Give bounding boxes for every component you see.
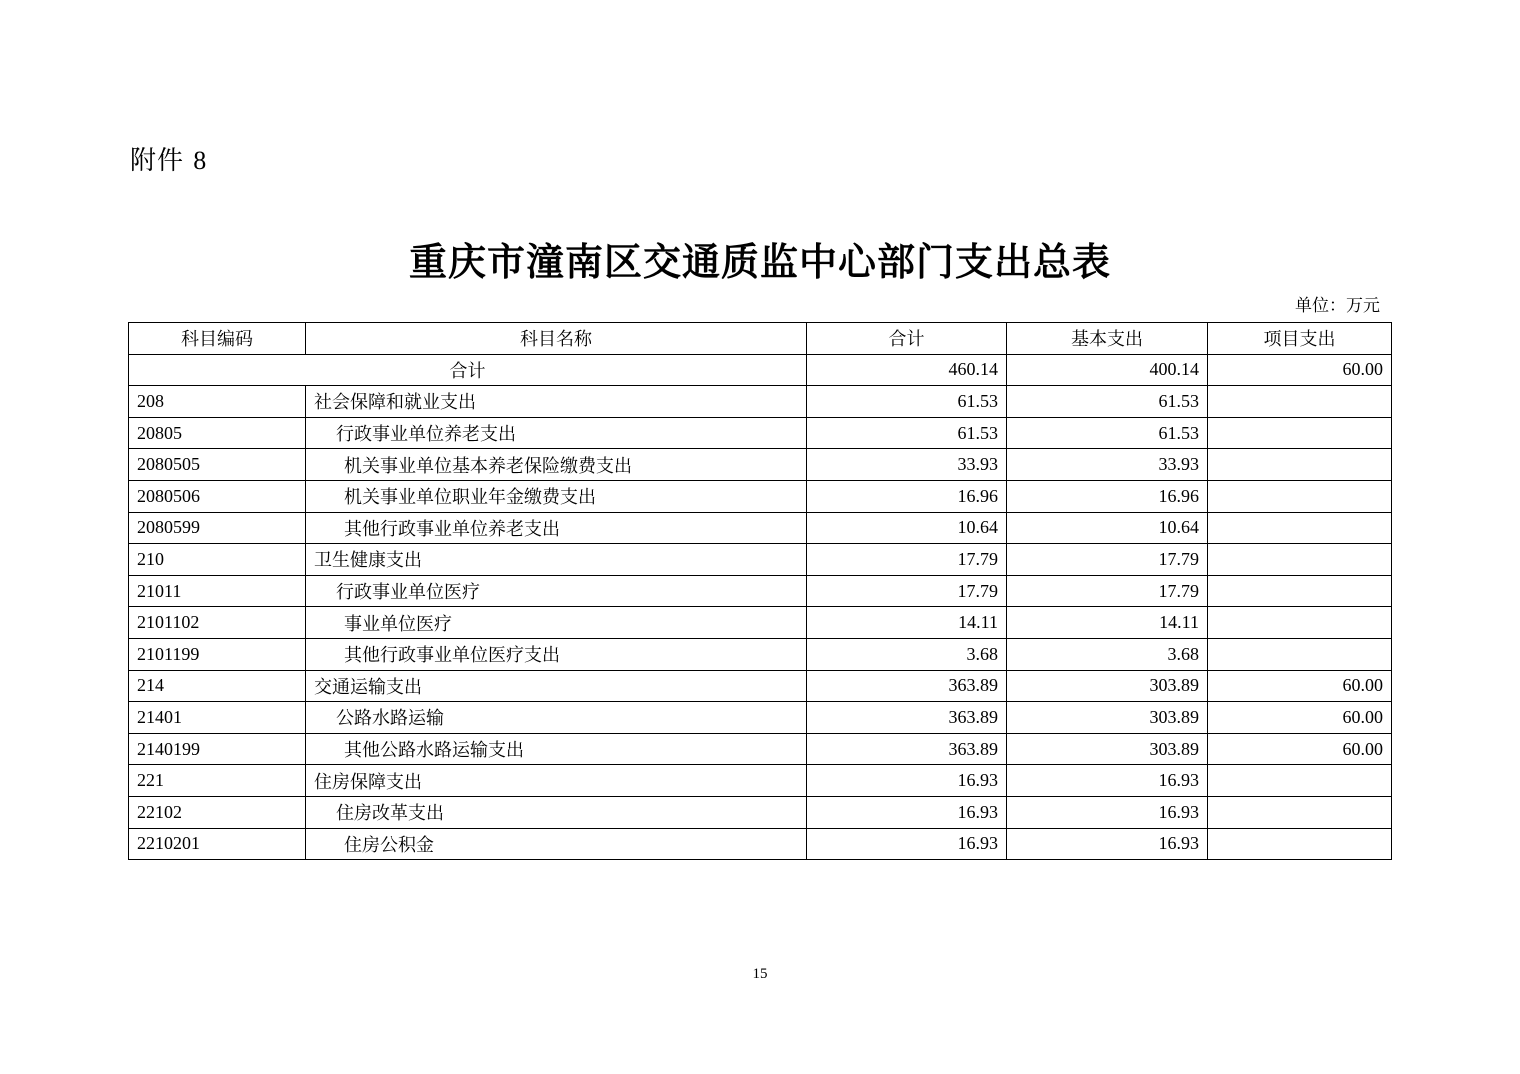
row-basic: 14.11 <box>1007 607 1208 639</box>
row-project <box>1208 480 1392 512</box>
row-basic: 17.79 <box>1007 544 1208 576</box>
row-basic: 16.93 <box>1007 828 1208 860</box>
table-row <box>129 765 1392 797</box>
row-basic: 16.93 <box>1007 765 1208 797</box>
total-project: 60.00 <box>1208 354 1392 386</box>
row-name: 行政事业单位养老支出 <box>306 417 807 449</box>
row-project <box>1208 386 1392 418</box>
table-row <box>129 544 1392 576</box>
row-name: 机关事业单位职业年金缴费支出 <box>306 480 807 512</box>
table-row <box>129 480 1392 512</box>
total-basic: 400.14 <box>1007 354 1208 386</box>
attachment-label <box>130 143 207 179</box>
row-name: 社会保障和就业支出 <box>306 386 807 418</box>
row-sum: 17.79 <box>807 575 1007 607</box>
row-code: 21401 <box>129 702 306 734</box>
row-sum: 10.64 <box>807 512 1007 544</box>
row-basic: 16.96 <box>1007 480 1208 512</box>
table-row <box>129 638 1392 670</box>
row-project <box>1208 828 1392 860</box>
row-code: 2210201 <box>129 828 306 860</box>
row-code: 221 <box>129 765 306 797</box>
row-code: 214 <box>129 670 306 702</box>
row-code: 2101199 <box>129 638 306 670</box>
row-code: 22102 <box>129 796 306 828</box>
row-name: 住房改革支出 <box>306 796 807 828</box>
row-sum: 17.79 <box>807 544 1007 576</box>
row-project <box>1208 796 1392 828</box>
row-sum: 61.53 <box>807 417 1007 449</box>
row-code: 20805 <box>129 417 306 449</box>
table-row <box>129 670 1392 702</box>
table-row <box>129 575 1392 607</box>
row-name: 行政事业单位医疗 <box>306 575 807 607</box>
row-name: 公路水路运输 <box>306 702 807 734</box>
header-row <box>129 323 1392 355</box>
row-sum: 3.68 <box>807 638 1007 670</box>
row-basic: 61.53 <box>1007 386 1208 418</box>
table-row <box>129 702 1392 734</box>
row-basic: 16.93 <box>1007 796 1208 828</box>
page-number: 15 <box>752 966 768 982</box>
row-project: 60.00 <box>1208 670 1392 702</box>
row-project <box>1208 575 1392 607</box>
row-basic: 10.64 <box>1007 512 1208 544</box>
row-code: 2080506 <box>129 480 306 512</box>
row-sum: 33.93 <box>807 449 1007 481</box>
row-name: 住房公积金 <box>306 828 807 860</box>
total-row <box>129 354 1392 386</box>
row-basic: 303.89 <box>1007 733 1208 765</box>
row-basic: 61.53 <box>1007 417 1208 449</box>
attachment-number: 8 <box>193 146 208 175</box>
row-sum: 16.93 <box>807 828 1007 860</box>
row-sum: 363.89 <box>807 702 1007 734</box>
total-sum: 460.14 <box>807 354 1007 386</box>
row-project <box>1208 449 1392 481</box>
row-code: 2080505 <box>129 449 306 481</box>
row-project <box>1208 544 1392 576</box>
header-name: 科目名称 <box>306 323 807 355</box>
row-name: 交通运输支出 <box>306 670 807 702</box>
row-project: 60.00 <box>1208 702 1392 734</box>
row-name: 卫生健康支出 <box>306 544 807 576</box>
row-basic: 3.68 <box>1007 638 1208 670</box>
table-row <box>129 386 1392 418</box>
table-row <box>129 607 1392 639</box>
row-code: 208 <box>129 386 306 418</box>
row-project <box>1208 765 1392 797</box>
row-code: 21011 <box>129 575 306 607</box>
row-sum: 16.93 <box>807 796 1007 828</box>
row-sum: 363.89 <box>807 733 1007 765</box>
row-basic: 33.93 <box>1007 449 1208 481</box>
row-code: 2140199 <box>129 733 306 765</box>
table-row <box>129 512 1392 544</box>
row-project <box>1208 638 1392 670</box>
row-name: 事业单位医疗 <box>306 607 807 639</box>
row-project <box>1208 417 1392 449</box>
row-code: 2080599 <box>129 512 306 544</box>
row-basic: 303.89 <box>1007 702 1208 734</box>
header-code: 科目编码 <box>129 323 306 355</box>
row-project: 60.00 <box>1208 733 1392 765</box>
row-basic: 17.79 <box>1007 575 1208 607</box>
row-sum: 363.89 <box>807 670 1007 702</box>
row-name: 机关事业单位基本养老保险缴费支出 <box>306 449 807 481</box>
table-row <box>129 828 1392 860</box>
row-name: 住房保障支出 <box>306 765 807 797</box>
unit-label: 单位：万元 <box>1295 296 1380 316</box>
row-sum: 61.53 <box>807 386 1007 418</box>
total-label: 合计 <box>129 354 807 386</box>
row-name: 其他行政事业单位医疗支出 <box>306 638 807 670</box>
row-sum: 14.11 <box>807 607 1007 639</box>
row-name: 其他公路水路运输支出 <box>306 733 807 765</box>
table-row <box>129 417 1392 449</box>
table-row <box>129 449 1392 481</box>
expenditure-table <box>128 322 1392 860</box>
table-row <box>129 733 1392 765</box>
attachment-text: 附件 <box>130 146 185 176</box>
page-title: 重庆市潼南区交通质监中心部门支出总表 <box>408 240 1111 284</box>
table-row <box>129 796 1392 828</box>
header-project: 项目支出 <box>1208 323 1392 355</box>
header-basic: 基本支出 <box>1007 323 1208 355</box>
row-code: 210 <box>129 544 306 576</box>
row-sum: 16.93 <box>807 765 1007 797</box>
row-basic: 303.89 <box>1007 670 1208 702</box>
header-sum: 合计 <box>807 323 1007 355</box>
row-code: 2101102 <box>129 607 306 639</box>
row-project <box>1208 607 1392 639</box>
row-name: 其他行政事业单位养老支出 <box>306 512 807 544</box>
row-sum: 16.96 <box>807 480 1007 512</box>
row-project <box>1208 512 1392 544</box>
